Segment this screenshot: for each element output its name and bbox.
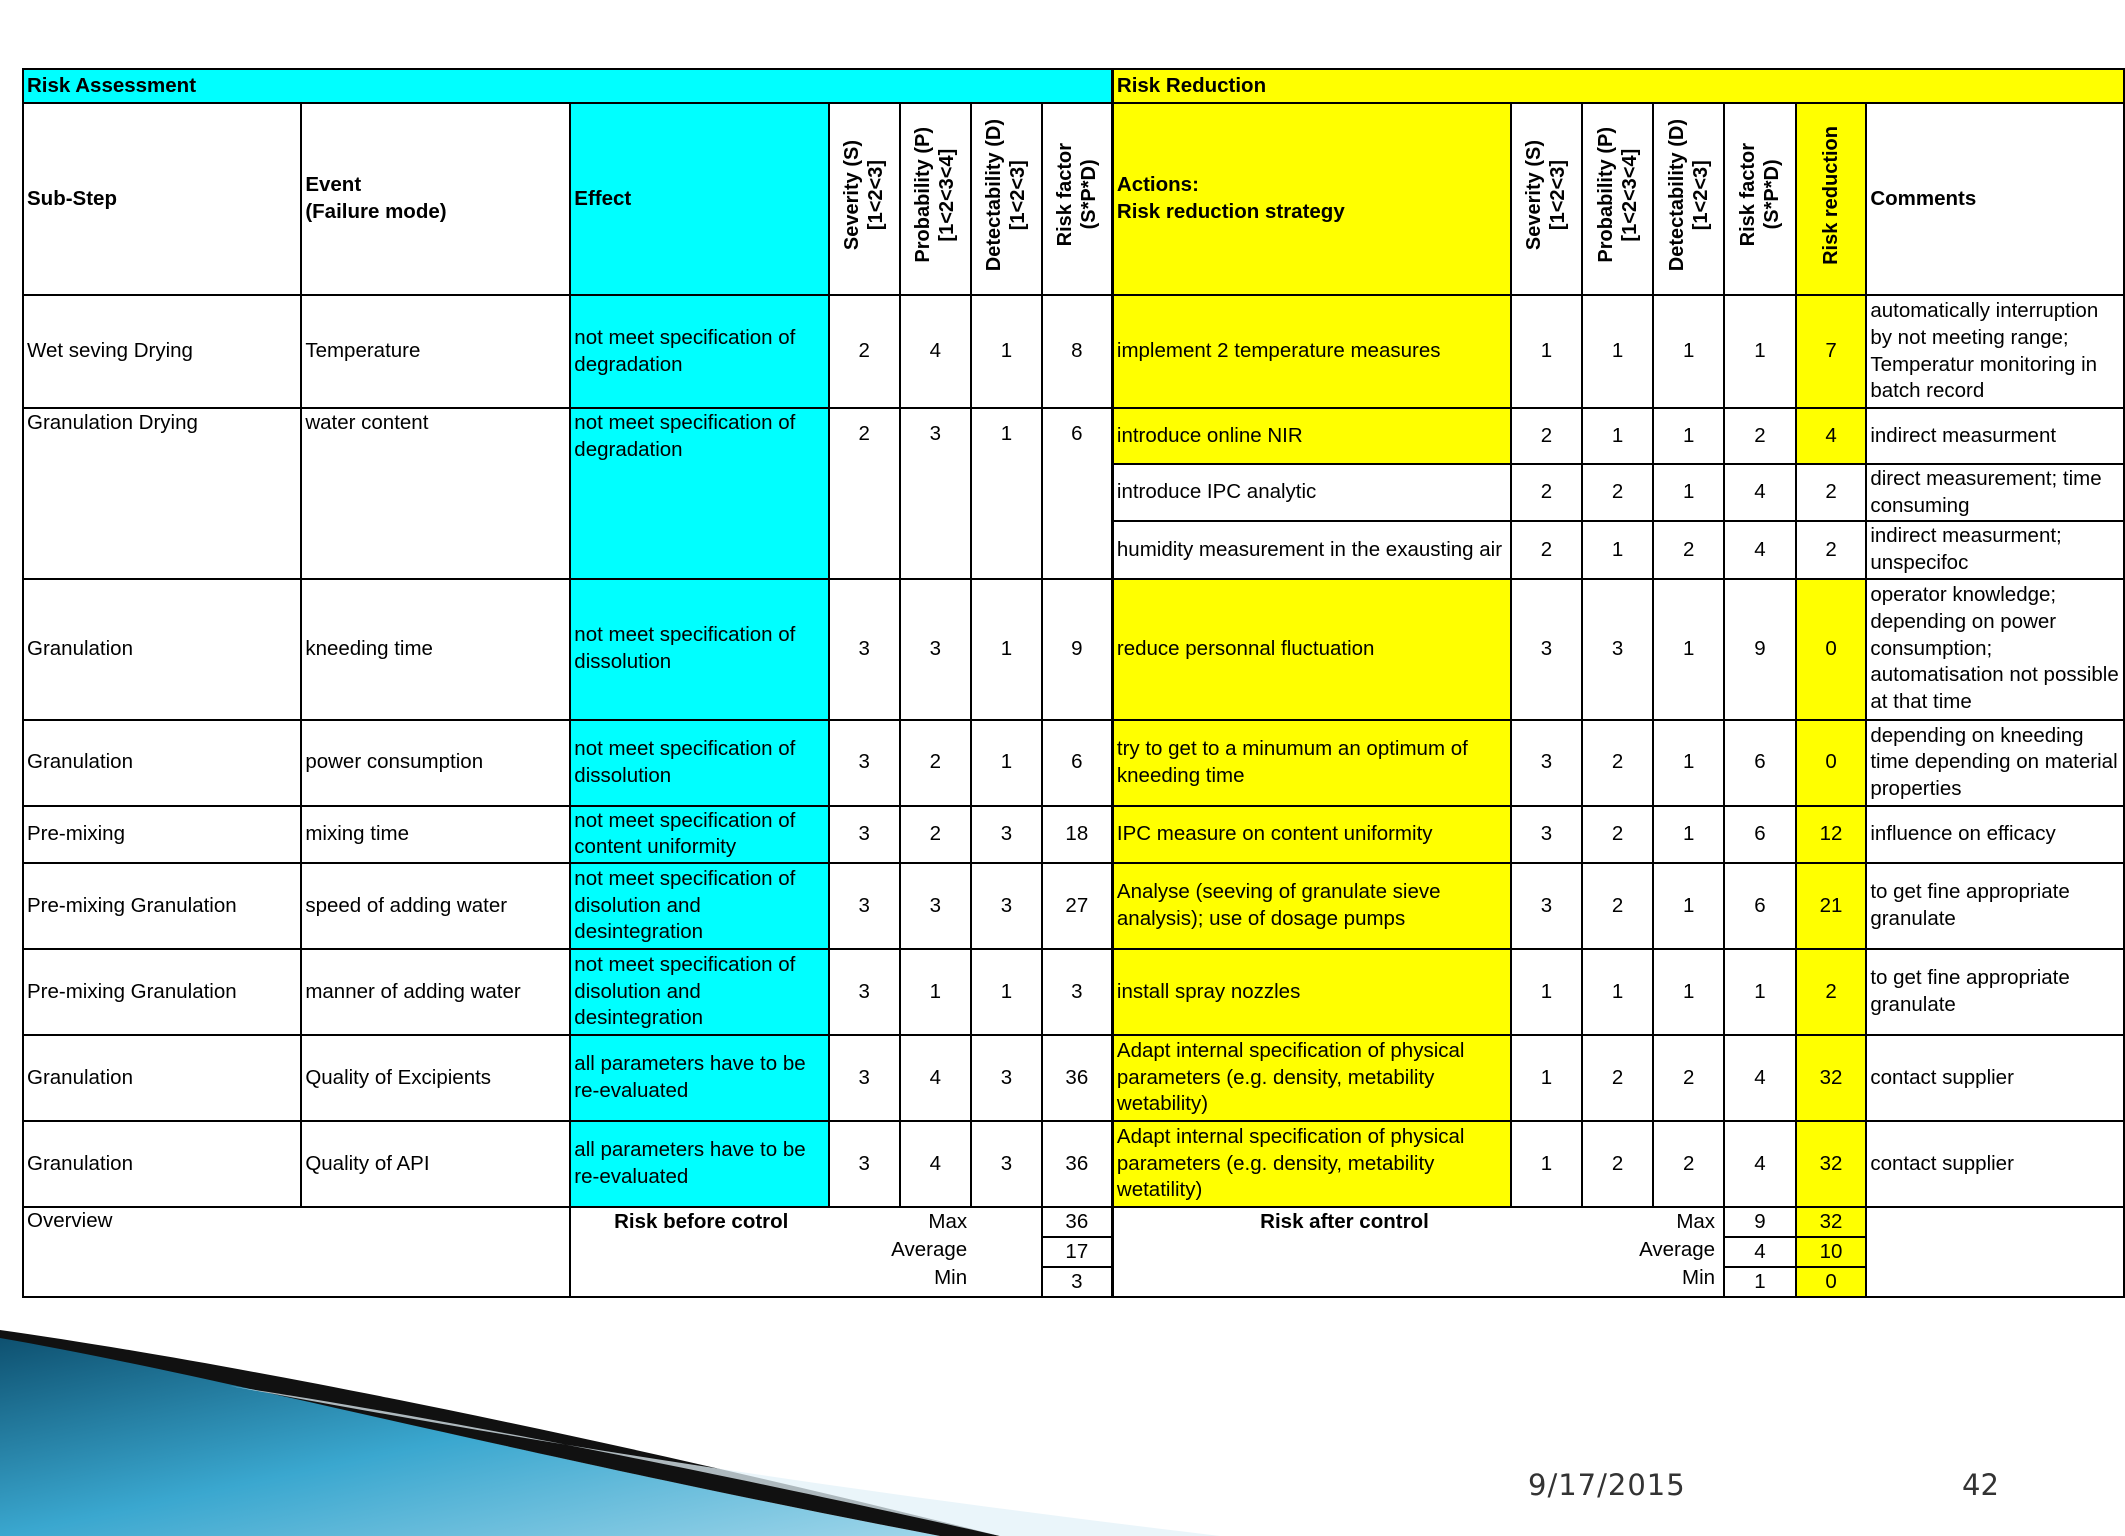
cell-probability-after: 2 <box>1582 1035 1654 1121</box>
table-row <box>23 408 2124 464</box>
overview-label: Overview <box>23 1207 570 1297</box>
cell-probability: 2 <box>900 720 972 806</box>
cell-effect: not meet specification of disolution and desintegration <box>570 949 829 1035</box>
cell-detectability-after: 2 <box>1653 1035 1724 1121</box>
cell-probability: 3 <box>900 579 972 720</box>
table-row <box>23 295 2124 408</box>
before-average-value: 17 <box>1043 1238 1111 1268</box>
cell-detectability: 1 <box>971 579 1042 720</box>
cell-risk-reduction: 0 <box>1796 720 1867 806</box>
cell-action: reduce personnal fluctuation <box>1112 579 1511 720</box>
after-red-average-value: 10 <box>1797 1238 1866 1268</box>
cell-action: Analyse (seeving of granulate sieve analysis); use of dosage pumps <box>1112 863 1511 949</box>
cell-substep: Pre-mixing Granulation <box>23 863 301 949</box>
cell-risk-reduction: 7 <box>1796 295 1867 408</box>
cell-severity-after: 3 <box>1511 863 1582 949</box>
cell-detectability: 3 <box>971 863 1042 949</box>
header-detectability-after: Detectability (D) [1<2<3] <box>1665 119 1712 272</box>
header-detectability: Detectability (D) [1<2<3] <box>983 119 1030 272</box>
stat-label-min-after: Min <box>1682 1265 1716 1289</box>
cell-probability: 2 <box>900 806 972 863</box>
cell-comment: contact supplier <box>1866 1121 2124 1207</box>
cell-risk-reduction: 2 <box>1796 949 1867 1035</box>
header-actions: Actions: Risk reduction strategy <box>1112 103 1511 295</box>
before-min-value: 3 <box>1071 1269 1083 1293</box>
header-effect: Effect <box>570 103 829 295</box>
cell-risk-factor: 6 <box>1042 720 1113 806</box>
cell-effect: not meet specification of degradation <box>570 295 829 408</box>
table-row <box>23 806 2124 863</box>
cell-effect: not meet specification of disolution and desintegration <box>570 863 829 949</box>
overview-row <box>23 1207 2124 1297</box>
header-substep: Sub-Step <box>23 103 301 295</box>
stat-label-average-after: Average <box>1639 1237 1716 1261</box>
cell-action: Adapt internal specification of physical parameters (e.g. density, metability wetatility) <box>1112 1121 1511 1207</box>
cell-detectability: 1 <box>971 408 1042 579</box>
table-row <box>23 863 2124 949</box>
cell-effect: not meet specification of dissolution <box>570 579 829 720</box>
risk-table <box>22 68 2125 1298</box>
cell-probability-after: 1 <box>1582 408 1654 464</box>
cell-detectability-after: 2 <box>1653 521 1724 578</box>
cell-risk-reduction: 0 <box>1796 579 1867 720</box>
table-row <box>23 1035 2124 1121</box>
after-red-max-value: 32 <box>1797 1208 1866 1238</box>
cell-detectability-after: 1 <box>1653 863 1724 949</box>
cell-risk-factor-after: 6 <box>1724 806 1796 863</box>
cell-action: implement 2 temperature measures <box>1112 295 1511 408</box>
cell-detectability-after: 1 <box>1653 806 1724 863</box>
cell-detectability: 3 <box>971 1121 1042 1207</box>
risk-before-label: Risk before cotrol <box>614 1209 789 1233</box>
cell-risk-factor-after: 9 <box>1724 579 1796 720</box>
header-severity-after: Severity (S) [1<2<3] <box>1523 140 1570 251</box>
header-probability-after: Probability (P) [1<2<3<4] <box>1594 127 1641 263</box>
cell-probability-after: 1 <box>1582 295 1654 408</box>
cell-substep: Granulation <box>23 1121 301 1207</box>
cell-event: mixing time <box>301 806 570 863</box>
risk-after-label: Risk after control <box>1260 1209 1429 1233</box>
cell-severity-after: 1 <box>1511 1121 1582 1207</box>
cell-risk-factor: 6 <box>1042 408 1113 579</box>
stat-label-max-after: Max <box>1676 1209 1716 1233</box>
cell-substep: Pre-mixing Granulation <box>23 949 301 1035</box>
cell-severity: 3 <box>829 806 900 863</box>
cell-action: try to get to a minumum an optimum of kneeding time <box>1112 720 1511 806</box>
cell-action: install spray nozzles <box>1112 949 1511 1035</box>
cell-risk-factor-after: 1 <box>1724 295 1796 408</box>
header-probability: Probability (P) [1<2<3<4] <box>912 127 959 263</box>
cell-event: Quality of Excipients <box>301 1035 570 1121</box>
cell-detectability-after: 1 <box>1653 464 1724 521</box>
cell-risk-factor-after: 4 <box>1724 464 1796 521</box>
cell-probability-after: 2 <box>1582 720 1654 806</box>
cell-probability: 3 <box>900 408 972 579</box>
cell-comment: influence on efficacy <box>1866 806 2124 863</box>
cell-event: kneeding time <box>301 579 570 720</box>
table-row <box>23 949 2124 1035</box>
decorative-swoosh <box>0 1286 1300 1536</box>
cell-risk-factor: 36 <box>1042 1121 1113 1207</box>
cell-probability-after: 3 <box>1582 579 1654 720</box>
cell-probability-after: 2 <box>1582 806 1654 863</box>
header-severity: Severity (S) [1<2<3] <box>841 140 888 251</box>
footer-date: 9/17/2015 <box>1528 1468 1686 1502</box>
cell-risk-factor-after: 4 <box>1724 521 1796 578</box>
cell-probability-after: 2 <box>1582 1121 1654 1207</box>
cell-detectability: 1 <box>971 720 1042 806</box>
risk-table-container <box>22 68 2119 1296</box>
cell-severity-after: 1 <box>1511 1035 1582 1121</box>
cell-action: IPC measure on content uniformity <box>1112 806 1511 863</box>
cell-event: Temperature <box>301 295 570 408</box>
cell-detectability-after: 1 <box>1653 408 1724 464</box>
cell-risk-reduction: 21 <box>1796 863 1867 949</box>
cell-comment: direct measurement; time consuming <box>1866 464 2124 521</box>
cell-risk-reduction: 32 <box>1796 1035 1867 1121</box>
cell-probability-after: 2 <box>1582 863 1654 949</box>
cell-effect: all parameters have to be re-evaluated <box>570 1121 829 1207</box>
cell-effect: not meet specification of content uniformity <box>570 806 829 863</box>
cell-effect: not meet specification of degradation <box>570 408 829 579</box>
cell-event: power consumption <box>301 720 570 806</box>
header-event: Event (Failure mode) <box>301 103 570 295</box>
cell-comment: to get fine appropriate granulate <box>1866 949 2124 1035</box>
section-risk-reduction: Risk Reduction <box>1112 69 2124 103</box>
cell-event: manner of adding water <box>301 949 570 1035</box>
stat-label-average: Average <box>891 1237 968 1261</box>
cell-severity-after: 3 <box>1511 579 1582 720</box>
cell-comment: contact supplier <box>1866 1035 2124 1121</box>
cell-detectability-after: 1 <box>1653 949 1724 1035</box>
cell-probability-after: 1 <box>1582 521 1654 578</box>
header-row <box>23 103 2124 295</box>
after-red-min-value: 0 <box>1825 1269 1837 1293</box>
cell-event: Quality of API <box>301 1121 570 1207</box>
cell-severity: 2 <box>829 295 900 408</box>
cell-probability-after: 1 <box>1582 949 1654 1035</box>
cell-severity: 3 <box>829 1035 900 1121</box>
cell-severity: 3 <box>829 720 900 806</box>
cell-risk-factor: 27 <box>1042 863 1113 949</box>
cell-risk-reduction: 4 <box>1796 408 1867 464</box>
cell-severity-after: 3 <box>1511 720 1582 806</box>
header-comments: Comments <box>1866 103 2124 295</box>
cell-action: humidity measurement in the exausting air <box>1112 521 1511 578</box>
cell-risk-factor: 36 <box>1042 1035 1113 1121</box>
cell-substep: Wet seving Drying <box>23 295 301 408</box>
cell-action: introduce online NIR <box>1112 408 1511 464</box>
cell-detectability-after: 1 <box>1653 579 1724 720</box>
cell-substep: Granulation <box>23 579 301 720</box>
cell-risk-reduction: 32 <box>1796 1121 1867 1207</box>
stat-label-max: Max <box>928 1209 968 1233</box>
header-risk-factor-after: Risk factor (S*P*D) <box>1736 143 1783 247</box>
cell-detectability: 1 <box>971 295 1042 408</box>
cell-severity: 3 <box>829 579 900 720</box>
cell-probability: 4 <box>900 1121 972 1207</box>
cell-severity: 3 <box>829 863 900 949</box>
cell-severity: 3 <box>829 1121 900 1207</box>
cell-severity: 2 <box>829 408 900 579</box>
cell-probability: 4 <box>900 1035 972 1121</box>
cell-detectability-after: 1 <box>1653 720 1724 806</box>
cell-severity-after: 1 <box>1511 295 1582 408</box>
cell-severity-after: 2 <box>1511 408 1582 464</box>
header-risk-factor: Risk factor (S*P*D) <box>1053 143 1100 247</box>
cell-risk-factor: 9 <box>1042 579 1113 720</box>
cell-substep: Granulation Drying <box>23 408 301 579</box>
table-row <box>23 1121 2124 1207</box>
cell-comment: indirect measurment; unspecifoc <box>1866 521 2124 578</box>
after-rf-average-value: 4 <box>1725 1238 1795 1268</box>
cell-detectability-after: 1 <box>1653 295 1724 408</box>
cell-risk-factor-after: 6 <box>1724 863 1796 949</box>
cell-event: water content <box>301 408 570 579</box>
header-risk-reduction: Risk reduction <box>1820 125 1843 265</box>
cell-effect: not meet specification of dissolution <box>570 720 829 806</box>
cell-effect: all parameters have to be re-evaluated <box>570 1035 829 1121</box>
cell-action: introduce IPC analytic <box>1112 464 1511 521</box>
cell-risk-factor: 8 <box>1042 295 1113 408</box>
table-row <box>23 579 2124 720</box>
cell-risk-factor: 18 <box>1042 806 1113 863</box>
cell-severity-after: 1 <box>1511 949 1582 1035</box>
cell-severity-after: 3 <box>1511 806 1582 863</box>
cell-comment: automatically interruption by not meeting range; Temperatur monitoring in batch record <box>1866 295 2124 408</box>
cell-substep: Granulation <box>23 720 301 806</box>
before-max-value: 36 <box>1043 1208 1111 1238</box>
cell-detectability: 3 <box>971 806 1042 863</box>
cell-detectability-after: 2 <box>1653 1121 1724 1207</box>
cell-risk-reduction: 2 <box>1796 464 1867 521</box>
cell-comment: depending on kneeding time depending on material properties <box>1866 720 2124 806</box>
cell-action: Adapt internal specification of physical parameters (e.g. density, metability wetability) <box>1112 1035 1511 1121</box>
cell-substep: Granulation <box>23 1035 301 1121</box>
cell-risk-factor: 3 <box>1042 949 1113 1035</box>
cell-risk-reduction: 12 <box>1796 806 1867 863</box>
cell-risk-factor-after: 1 <box>1724 949 1796 1035</box>
cell-substep: Pre-mixing <box>23 806 301 863</box>
cell-probability: 3 <box>900 863 972 949</box>
cell-risk-reduction: 2 <box>1796 521 1867 578</box>
cell-risk-factor-after: 4 <box>1724 1035 1796 1121</box>
cell-probability-after: 2 <box>1582 464 1654 521</box>
cell-risk-factor-after: 6 <box>1724 720 1796 806</box>
page-number: 42 <box>1962 1468 1999 1502</box>
stat-label-min: Min <box>934 1265 968 1289</box>
cell-probability: 4 <box>900 295 972 408</box>
cell-probability: 1 <box>900 949 972 1035</box>
cell-severity-after: 2 <box>1511 464 1582 521</box>
cell-detectability: 3 <box>971 1035 1042 1121</box>
cell-severity: 3 <box>829 949 900 1035</box>
cell-comment: to get fine appropriate granulate <box>1866 863 2124 949</box>
table-row <box>23 720 2124 806</box>
cell-comment: indirect measurment <box>1866 408 2124 464</box>
cell-risk-factor-after: 4 <box>1724 1121 1796 1207</box>
cell-comment: operator knowledge; depending on power consumption; automatisation not possible at that time <box>1866 579 2124 720</box>
cell-severity-after: 2 <box>1511 521 1582 578</box>
after-rf-min-value: 1 <box>1754 1269 1766 1293</box>
cell-detectability: 1 <box>971 949 1042 1035</box>
cell-risk-factor-after: 2 <box>1724 408 1796 464</box>
cell-event: speed of adding water <box>301 863 570 949</box>
after-rf-max-value: 9 <box>1725 1208 1795 1238</box>
section-risk-assessment: Risk Assessment <box>23 69 1112 103</box>
